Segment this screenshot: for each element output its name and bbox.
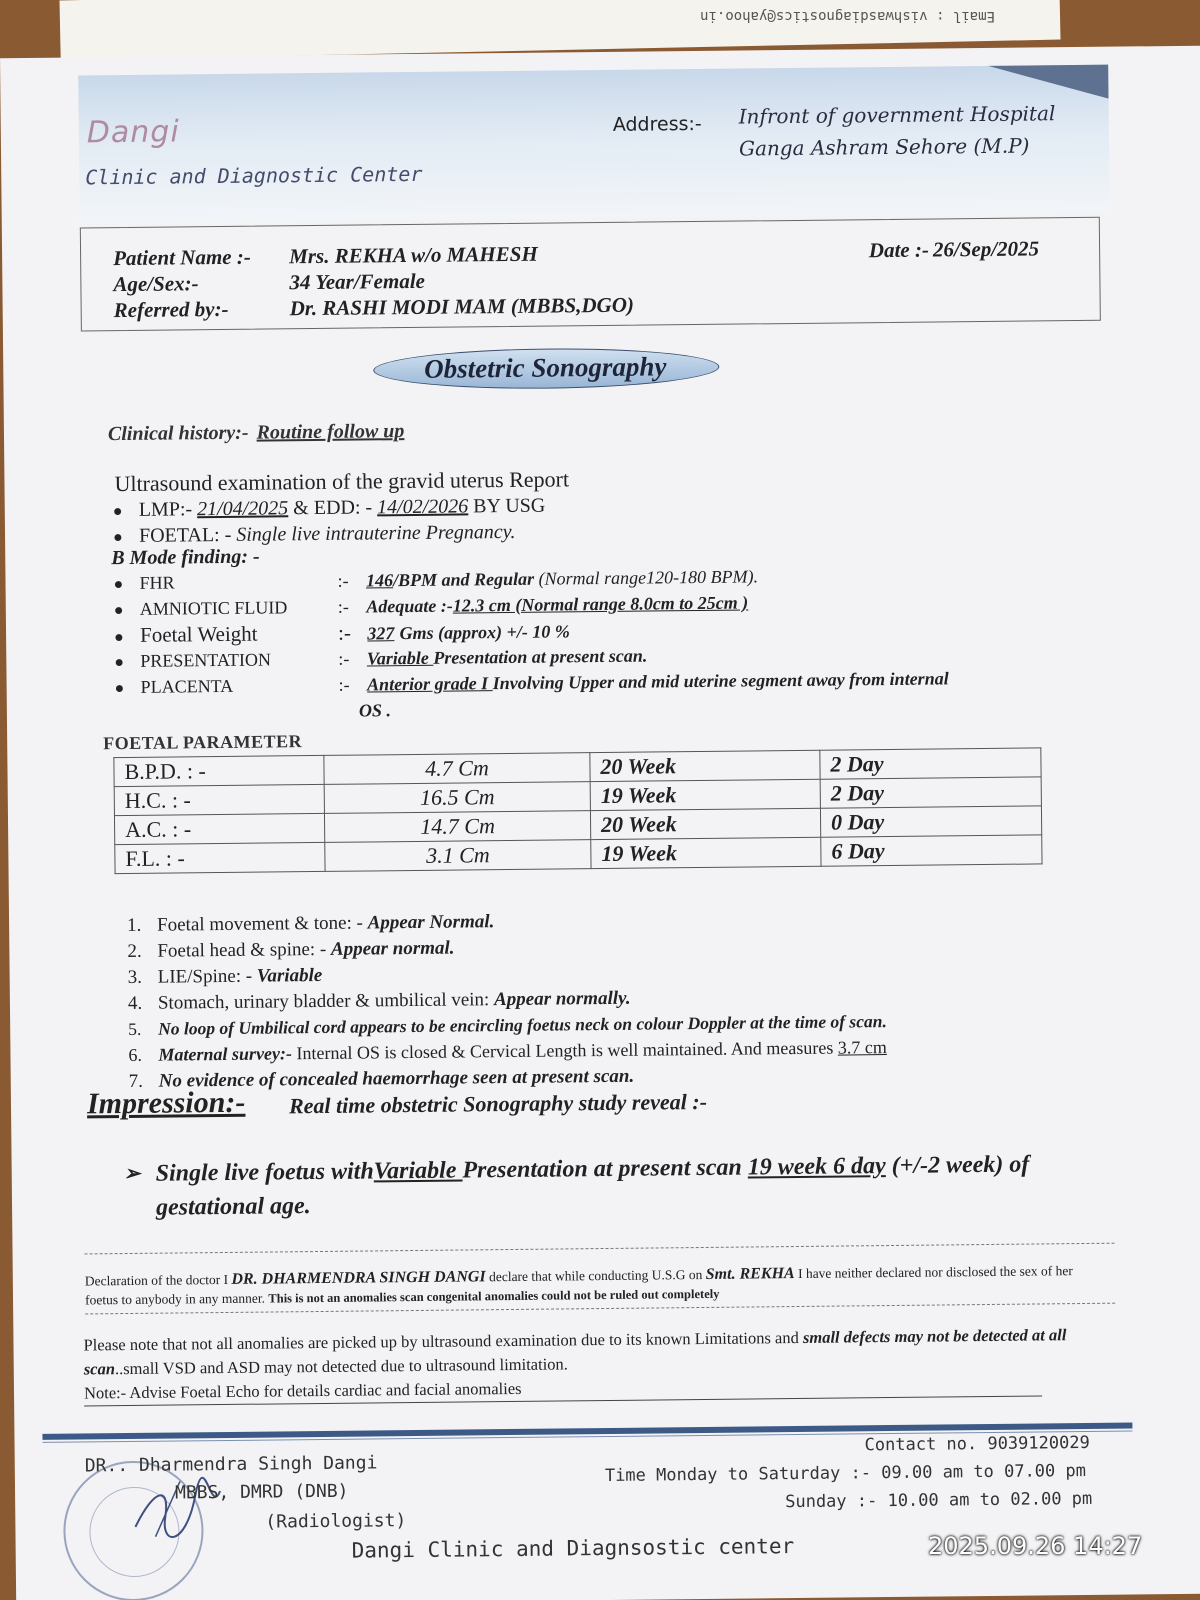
declaration: Declaration of the doctor I DR. DHARMENDRA SINGH DANGI declare that while conducting U.S.G on Smt. REKHA I have neither declared nor disclosed the sex of her foetus to anybody in any manner. This is not an anomalies scan congenital anomalies could not be ruled out completely	[84, 1263, 1073, 1308]
list-item: 4. Stomach, urinary bladder & umbilical vein: Appear normally.	[127, 987, 631, 1014]
footer-doctor-role: (Radiologist)	[265, 1510, 407, 1533]
clinic-logo: Dangi	[86, 114, 180, 151]
finding-fhr: ● FHR :- 146/BPM and Regular (Normal range120-180 BPM).	[113, 566, 759, 594]
impression-conclusion: ➢ Single live foetus withVariable Presentation at present scan 19 week 6 day (+/-2 week) of gestational age.	[123, 1151, 1030, 1221]
list-item: 1. Foetal movement & tone: - Appear Normal.	[127, 911, 495, 936]
age-sex-label: Age/Sex:-	[113, 271, 199, 297]
clinical-history: Clinical history:- Routine follow up	[107, 420, 405, 446]
footer-clinic-name: Dangi Clinic and Diagnsostic center	[351, 1534, 795, 1563]
list-item: 6. Maternal survey:- Internal OS is closed & Cervical Length is well maintained. And measures 3.7 cm	[128, 1037, 887, 1065]
impression-text: Real time obstetric Sonography study reveal :-	[288, 1088, 708, 1119]
finding-placenta-cont: OS .	[358, 700, 392, 721]
patient-info-box	[80, 217, 1101, 332]
address-line-1: Infront of government Hospital	[738, 101, 1056, 129]
footer-hours-weekday: Time Monday to Saturday :- 09.00 am to 07.00 pm	[604, 1460, 1087, 1487]
photo-timestamp: 2025.09.26 14:27	[928, 1532, 1143, 1560]
footer-contact: Contact no. 9039120029	[864, 1432, 1090, 1456]
finding-placenta: ● PLACENTA :- Anterior grade I Involving Upper and mid uterine segment away from internal	[114, 668, 949, 698]
patient-name-label: Patient Name :-	[113, 244, 251, 271]
foetal-row: ● FOETAL: - Single live intrauterine Pregnancy.	[112, 520, 516, 547]
note-line: Note:- Advise Foetal Echo for details cardiac and facial anomalies	[84, 1371, 1042, 1406]
table-row: H.C. : - 16.5 Cm 19 Week 2 Day	[114, 777, 1041, 816]
list-item: 2. Foetal head & spine: - Appear normal.	[127, 937, 455, 962]
table-row: F.L. : - 3.1 Cm 19 Week 6 Day	[115, 835, 1042, 874]
address-line-2: Ganga Ashram Sehore (M.P)	[738, 133, 1030, 161]
exam-title: Ultrasound examination of the gravid uterus Report	[114, 466, 570, 497]
referred-label: Referred by:-	[113, 296, 229, 323]
referred-by: Dr. RASHI MODI MAM (MBBS,DGO)	[289, 292, 635, 321]
foetal-parameter-label: FOETAL PARAMETER	[103, 731, 303, 754]
table-row: A.C. : - 14.7 Cm 20 Week 0 Day	[114, 806, 1041, 845]
clinic-subtitle: Clinic and Diagnostic Center	[85, 161, 423, 190]
report-sheet	[0, 46, 1200, 1600]
report-title: Obstetric Sonography	[424, 351, 667, 384]
finding-presentation: ● PRESENTATION :- Variable Presentation at present scan.	[114, 645, 648, 672]
table-row: B.P.D. : - 4.7 Cm 20 Week 2 Day	[114, 748, 1041, 787]
age-sex: 34 Year/Female	[289, 268, 426, 295]
bmode-heading: B Mode finding: -	[111, 545, 260, 570]
lmp-edd-row: ● LMP:- 21/04/2025 & EDD: - 14/02/2026 BY USG	[112, 494, 546, 521]
finding-amniotic: ● AMNIOTIC FLUID :- Adequate :-12.3 cm (Normal range 8.0cm to 25cm )	[113, 592, 749, 620]
findings-list	[127, 905, 1089, 1097]
impression-label: Impression:-	[86, 1085, 246, 1121]
finding-weight: ● Foetal Weight :- 327 Gms (approx) +/- 10 %	[114, 620, 570, 647]
background-email: Email : vishwasdiagnostics@yahoo.in	[700, 8, 996, 24]
footer-hours-sunday: Sunday :- 10.00 am to 02.00 pm	[785, 1488, 1093, 1513]
footer-doctor-degree: MBBS, DMRD (DNB)	[174, 1480, 349, 1504]
list-item: 3. LIE/Spine: - Variable	[127, 964, 323, 988]
list-item: 5. No loop of Umbilical cord appears to be encircling foetus neck on colour Doppler at the time of scan.	[128, 1011, 887, 1039]
footer-doctor-name: DR.. Dharmendra Singh Dangi	[84, 1452, 378, 1477]
list-item: 7. No evidence of concealed haemorrhage seen at present scan.	[128, 1065, 635, 1092]
address-label: Address:-	[612, 112, 702, 136]
patient-name: Mrs. REKHA w/o MAHESH	[288, 241, 538, 269]
limitation-notice: Please note that not all anomalies are picked up by ultrasound examination due to its known Limitations and small defects may not be detected at all scan..small VSD and ASD may not detected due to ultrasound limitation. Note:- Advise Foetal Echo for details cardiac and facial anomalies	[83, 1323, 1114, 1407]
report-date: Date :- 26/Sep/2025	[868, 236, 1040, 263]
foetal-parameter-table	[113, 747, 1042, 874]
divider	[85, 1243, 1115, 1255]
